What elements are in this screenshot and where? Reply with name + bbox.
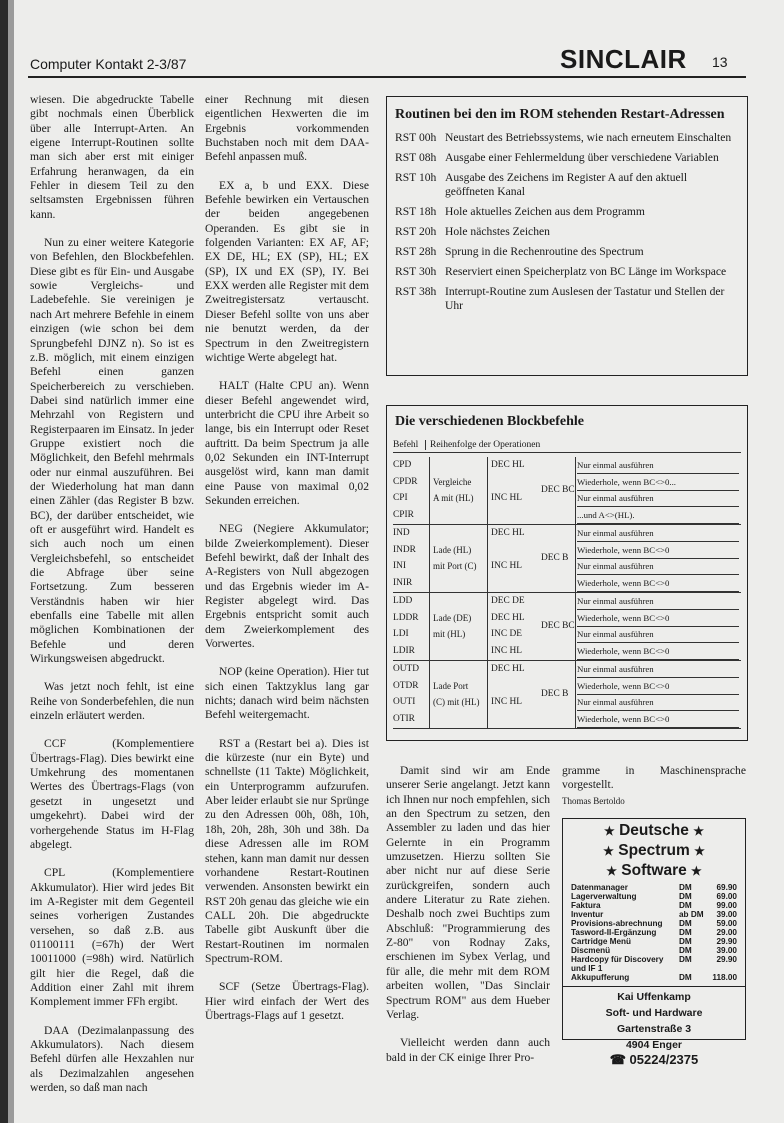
product-name: Cartridge Menü — [571, 937, 632, 946]
article-column-4 — [562, 764, 746, 793]
repeat-note: Wiederhole, wenn BC<>0 — [577, 678, 739, 695]
paragraph: gramme in Maschinensprache vorgestellt. — [562, 764, 746, 792]
currency-label: DM — [679, 901, 692, 910]
product-row — [571, 928, 737, 937]
page-number: 13 — [712, 54, 728, 70]
operation-step: INC HL — [491, 493, 522, 503]
table-row — [393, 474, 741, 495]
product-row — [571, 937, 737, 946]
rst-code: RST 08h — [395, 151, 437, 164]
operation-description: mit (HL) — [433, 629, 466, 639]
product-price: 59.00 — [716, 919, 737, 928]
ad-company-sub: Soft- und Hardware — [605, 1007, 703, 1019]
product-row — [571, 910, 737, 919]
currency-label: DM — [679, 919, 692, 928]
rst-code: RST 38h — [395, 285, 437, 298]
operation-step: DEC DE — [491, 596, 525, 606]
block-command: OUTD — [393, 664, 420, 674]
paragraph: Nun zu einer weitere Kategorie von Befehlen, den Blockbefehlen. Diese gibt es für Ein- und Ausgabe sowie Vergleichs- und Ladebefehle. Sie vereinigen je nach Art mehrere Befehle in einem einzigen (wie schon bei dem Sprungbefehl DJNZ n). So ist es z.B. möglich, mit einem einzigen Befehl einen ganzen Speicherbereich zu verschieben. Dabei sind natürlich immer eine Mehrzahl von Registern und Registerpaaren im Einsatz. In jeder Gruppe existiert noch die Möglichkeit, den Befehl mehrmals oder nur einmal auszuführen. Bei der Wiederholung hat man dann einen Zähler (das Register B bzw. BC), der darüber entscheidet, wie oft er ausgeführt wird. Handelt es sich auch noch um einen Vergleichsbefehl, so entscheidet die Abfrage über seine Fortsetzung. Zum besseren Verständnis haben wir hier ebenfalls eine Tabelle mit allen möglichen Kombinationen der Befehle und deren Wirkungsweisen abgedruckt. — [30, 236, 194, 666]
table-row — [393, 661, 741, 677]
operation-step: INC DE — [491, 629, 522, 639]
header-rule — [28, 76, 746, 78]
block-command: IND — [393, 528, 410, 538]
currency-label: DM — [679, 892, 692, 901]
product-row — [571, 919, 737, 928]
repeat-note: Nur einmal ausführen — [577, 525, 739, 542]
table-row — [393, 694, 741, 710]
table-row — [393, 558, 741, 574]
ad-brand-line: ★ Spectrum ★ — [603, 842, 705, 859]
block-command: INDR — [393, 544, 416, 555]
product-price: 99.00 — [716, 901, 737, 910]
rst-description: Reserviert einen Speicherplatz von BC Länge im Workspace — [445, 265, 727, 278]
product-name: Provisions-abrechnung — [571, 919, 663, 928]
counter-step: DEC BC — [541, 484, 575, 495]
product-price: 29.90 — [716, 955, 737, 964]
table-row — [393, 575, 741, 591]
repeat-note: Wiederhole, wenn BC<>0 — [577, 610, 739, 627]
block-command: CPDR — [393, 476, 418, 487]
product-name: Datenmanager — [571, 883, 628, 892]
currency-label: DM — [679, 973, 692, 982]
product-name: Lagerverwaltung — [571, 892, 637, 901]
ad-street: Gartenstraße 3 — [616, 1023, 692, 1035]
table-row — [395, 225, 739, 239]
paragraph: SCF (Setze Übertrags-Flag). Hier wird einfach der Wert des Übertrags-Flags auf 1 gesetzt. — [205, 980, 369, 1022]
operation-step: DEC HL — [491, 612, 525, 623]
counter-step: DEC B — [541, 688, 569, 699]
paragraph: Damit sind wir am Ende unserer Serie angelangt. Jetzt kann ich Ihnen nur noch empfehlen, sich an den Spectrum zu setzen, den Assembler zu laden und das hier Gelernte in ein Programm umzusetzen. Hierzu sollten Sie aber nicht nur auf diese Serie zurückgreifen, sondern auch andere Literatur zu Rate ziehen. Deshalb noch zwei Buchtips zum Abschluß: "Programmierung des Z-80" von Rodnay Zaks, erschienen im Sybex Verlag, und für alle, die mehr mit dem ROM arbeiten wollen, "Das Sinclair Spectrum ROM" aus dem Hueber Verlag. — [386, 764, 550, 1021]
rst-code: RST 18h — [395, 205, 437, 218]
product-price: 118.00 — [712, 973, 737, 982]
ad-phone: ☎ 05224/2375 — [609, 1052, 699, 1067]
operation-description: mit Port (C) — [433, 561, 477, 571]
paragraph: CCF (Komplementiere Übertrags-Flag). Dies bewirkt eine Umkehrung des momentanen Wertes des Übertrags-Flags (von gesetzt in ungesetzt und umgekehrt). Dabei wird der vorhergehende Status im H-Flag abgelegt. — [30, 737, 194, 851]
currency-label: ab DM — [679, 910, 704, 919]
page-binding-shadow — [8, 0, 14, 1123]
block-group — [393, 661, 741, 729]
product-row — [571, 946, 737, 955]
product-name: Discmenü — [571, 946, 611, 955]
operation-description: Lade (HL) — [433, 544, 472, 555]
table-row — [393, 626, 741, 642]
advertisement — [562, 818, 746, 1067]
rst-description: Hole nächstes Zeichen — [445, 225, 550, 238]
paragraph: Vielleicht werden dann auch bald in der CK einige Ihrer Pro- — [386, 1036, 550, 1064]
counter-step: DEC BC — [541, 620, 575, 631]
counter-step: DEC B — [541, 552, 569, 563]
paragraph: RST a (Restart bei a). Dies ist die kürzeste (nur ein Byte) und schnellste (11 Takte) Möglichkeit, ein Unterprogramm aufzurufen. Aber leider erlaubt sie nur Sprünge zu den Adressen 00h, 08h, 10h, 18h, 20h, 28h, 30h und 38h. Da diese Adressen alle im ROM stehen, kann man damit nur dessen vorhandene Restart-Routinen verwenden. Ansonsten bewirkt ein RST 20h genau das gleiche wie ein CALL 20h. Die abgedruckte Tabelle gibt Auskunft über die Restart-Routinen im normalen Spectrum-ROM. — [205, 736, 369, 965]
rst-description: Interrupt-Routine zum Auslesen der Tastatur und Stellen der Uhr — [445, 285, 725, 312]
rst-description: Neustart des Betriebssystems, wie nach erneutem Einschalten — [445, 131, 732, 144]
operation-description: Lade Port — [433, 680, 469, 691]
repeat-note: Nur einmal ausführen — [577, 593, 739, 610]
block-command: LDD — [393, 596, 413, 606]
product-row — [571, 883, 737, 892]
block-command: CPIR — [393, 509, 414, 520]
repeat-note: Nur einmal ausführen — [577, 661, 739, 678]
block-group — [393, 593, 741, 661]
product-price: 29.00 — [716, 928, 737, 937]
product-row — [571, 892, 737, 901]
repeat-note: Nur einmal ausführen — [577, 490, 739, 507]
operation-step: DEC HL — [491, 460, 525, 470]
table-row — [395, 285, 739, 313]
currency-label: DM — [679, 946, 692, 955]
repeat-note: Wiederhole, wenn BC<>0 — [577, 711, 739, 728]
operation-description: Lade (DE) — [433, 612, 472, 623]
block-command: LDDR — [393, 612, 419, 623]
magazine-issue: Computer Kontakt 2-3/87 — [30, 56, 187, 72]
product-name: Hardcopy für Discovery und IF 1 — [571, 955, 664, 973]
product-row — [571, 955, 737, 973]
ad-brand-line: ★ Deutsche ★ — [604, 822, 704, 839]
paragraph: wiesen. Die abgedruckte Tabelle gibt nochmals einen Überblick über alle Interrupt-Arten. An eigene Interrupt-Routinen sollte man sich aber erst mit einiger Erfahrung heranwagen, da ein Fehler in diesem Teil zu den seltsamsten Ergebnissen führen kann. — [30, 93, 194, 221]
product-price: 39.00 — [716, 910, 737, 919]
paragraph: Was jetzt noch fehlt, ist eine Reihe von Sonderbefehlen, die nun einzeln erläutert werden. — [30, 680, 194, 723]
table-row — [393, 593, 741, 609]
currency-label: DM — [679, 937, 692, 946]
rst-routines-table — [386, 96, 748, 376]
block-command: LDI — [393, 629, 409, 639]
table-row — [393, 490, 741, 506]
article-column-3 — [386, 764, 550, 1065]
operation-step: INC HL — [491, 645, 522, 656]
table-row — [393, 457, 741, 473]
rst-code: RST 20h — [395, 225, 437, 238]
product-price: 29.90 — [716, 937, 737, 946]
table-row — [393, 678, 741, 699]
section-brand: SINCLAIR — [560, 44, 687, 74]
table-title: Routinen bei den im ROM stehenden Restart-Adressen — [395, 107, 725, 122]
paragraph: CPL (Komplementiere Akkumulator). Hier wird jedes Bit im A-Register mit dem Gegenteil seines vorherigen Zustandes versehen, so daß z.B. aus 01100111 (=67h) der Wert 10011000 (=98h) wird. Natürlich gilt hier die Regel, daß die Addition einer Zahl mit ihrem Komplement immer FFh ergibt. — [30, 866, 194, 1009]
table-header — [393, 440, 741, 453]
product-name: Tasword-II-Ergänzung — [571, 928, 657, 937]
operation-step: INC HL — [491, 561, 522, 571]
operation-description: Vergleiche — [433, 476, 472, 487]
page-binding-edge — [0, 0, 8, 1123]
table-row — [395, 265, 739, 279]
paragraph: EX a, b und EXX. Diese Befehle bewirken ein Vertauschen der beiden angegebenen Operanden. Es gibt sie in folgenden Varianten: EX AF, AF; EX DE, HL; EX (SP), HL; EX (SP), IX und EX (SP), IY. Bei EXX werden alle Register mit dem Zweitregistersatz vertauscht. Dieser Befehl sollte von uns aber nie benutzt werden, da der Spectrum in den Zweitregistern wichtige Werte abgelegt hat. — [205, 178, 369, 364]
product-name: Inventur — [571, 910, 604, 919]
table-row — [395, 245, 739, 259]
repeat-note: Nur einmal ausführen — [577, 457, 739, 474]
block-commands-table — [386, 405, 748, 741]
currency-label: DM — [679, 928, 692, 937]
repeat-note: ...und A<>(HL). — [577, 507, 739, 524]
rst-code: RST 28h — [395, 245, 437, 258]
rst-description: Hole aktuelles Zeichen aus dem Programm — [445, 205, 645, 218]
repeat-note: Nur einmal ausführen — [577, 694, 739, 711]
table-row — [393, 542, 741, 563]
rst-description: Ausgabe einer Fehlermeldung über verschiedene Variablen — [445, 151, 719, 164]
block-command: OTDR — [393, 680, 419, 691]
operation-step: INC HL — [491, 697, 522, 707]
paragraph: DAA (Dezimalanpassung des Akkumulators). Nach diesem Befehl dürfen alle Hexzahlen nur als Dezimalzahlen angesehen werden, so daß man nach — [30, 1023, 194, 1094]
table-row — [393, 525, 741, 541]
product-price: 69.00 — [716, 892, 737, 901]
author-name: Thomas Bertoldo — [562, 796, 625, 806]
repeat-note: Wiederhole, wenn BC<>0 — [577, 575, 739, 592]
operation-description: (C) mit (HL) — [433, 697, 480, 707]
product-price-list — [571, 883, 737, 982]
rst-code: RST 00h — [395, 131, 437, 144]
table-row — [395, 171, 739, 199]
paragraph: NEG (Negiere Akkumulator; bilde Zweierkomplement). Dieser Befehl bewirkt, daß der Inhalt des A-Registers von Null abgezogen und das Ergebnis wieder im A-Register abgelegt wird. Das Ergebnis entspricht somit auch dem Zweierkomplement des Vorwertes. — [205, 522, 369, 651]
table-row — [395, 151, 739, 165]
paragraph: einer Rechnung mit diesen eigentlichen Hexwerten die im Ergebnis vorkommenden Buchstaben noch mit dem DAA-Befehl anpassen muß. — [205, 93, 369, 164]
table-row — [395, 131, 739, 145]
product-price: 39.00 — [716, 946, 737, 955]
table-title: Die verschiedenen Blockbefehle — [395, 414, 584, 429]
operation-description: A mit (HL) — [433, 493, 474, 503]
ad-divider — [563, 986, 745, 987]
repeat-note: Wiederhole, wenn BC<>0 — [577, 643, 739, 660]
block-group — [393, 457, 741, 525]
block-command: INI — [393, 561, 407, 571]
paragraph: HALT (Halte CPU an). Wenn dieser Befehl angewendet wird, unterbricht die CPU ihre Arbeit so lange, bis ein Interrupt oder Reset auftritt. Da beim Spectrum ja alle 0,02 Sekunden ein INT-Interrupt ausgelöst wird, kann man damit eine Pause von maximal 0,02 Sekunden erreichen. — [205, 379, 369, 507]
rst-code: RST 10h — [395, 171, 437, 184]
repeat-note: Wiederhole, wenn BC<>0 — [577, 542, 739, 559]
column-header-operations: Reihenfolge der Operationen — [430, 440, 541, 450]
block-group — [393, 525, 741, 593]
article-column-1 — [30, 93, 194, 1095]
ad-city: 4904 Enger — [625, 1039, 683, 1051]
table-row — [393, 711, 741, 727]
block-command: LDIR — [393, 645, 415, 656]
operation-step: DEC HL — [491, 528, 525, 538]
block-groups — [387, 457, 747, 729]
product-name: Akkupufferung — [571, 973, 630, 982]
product-row — [571, 973, 737, 982]
block-command: INIR — [393, 577, 413, 588]
rst-description: Ausgabe des Zeichens im Register A auf den aktuell geöffneten Kanal — [445, 171, 688, 198]
rst-code: RST 30h — [395, 265, 437, 278]
repeat-note: Nur einmal ausführen — [577, 626, 739, 643]
table-row — [393, 643, 741, 659]
block-command: CPD — [393, 460, 412, 470]
block-command: OUTI — [393, 697, 416, 707]
table-row — [393, 610, 741, 631]
currency-label: DM — [679, 883, 692, 892]
column-header-befehl: Befehl — [393, 440, 426, 450]
block-command: OTIR — [393, 713, 415, 724]
product-name: Faktura — [571, 901, 601, 910]
table-row — [393, 507, 741, 523]
ad-company: Kai Uffenkamp — [617, 991, 691, 1003]
product-row — [571, 901, 737, 910]
product-price: 69.90 — [716, 883, 737, 892]
repeat-note: Nur einmal ausführen — [577, 558, 739, 575]
table-row — [395, 205, 739, 219]
ad-brand-line: ★ Software ★ — [606, 862, 702, 879]
operation-step: DEC HL — [491, 664, 525, 674]
rst-description: Sprung in die Rechenroutine des Spectrum — [445, 245, 644, 258]
paragraph: NOP (keine Operation). Hier tut sich einen Taktzyklus lang gar nichts; danach wird beim nächsten Befehl weitergemacht. — [205, 665, 369, 722]
currency-label: DM — [679, 955, 692, 964]
article-column-2 — [205, 93, 369, 1023]
repeat-note: Wiederhole, wenn BC<>0... — [577, 474, 739, 491]
block-command: CPI — [393, 493, 408, 503]
